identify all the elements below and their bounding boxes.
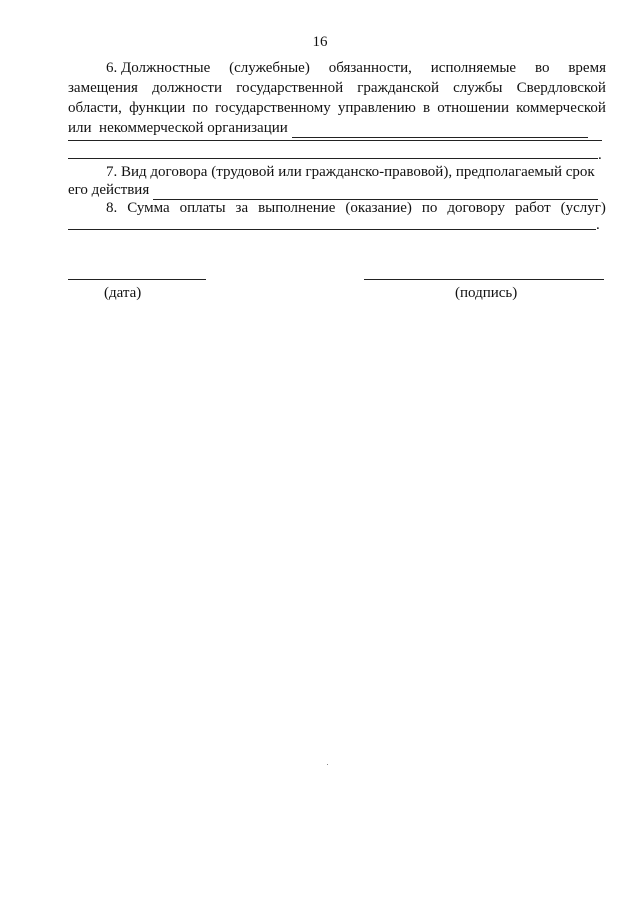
item6-word: по xyxy=(192,100,208,116)
item8-word: работ xyxy=(515,200,551,216)
item8-word: выполнение xyxy=(258,200,336,216)
date-caption: (дата) xyxy=(104,285,142,301)
item6-word: службы xyxy=(453,80,503,96)
item6-word: замещения xyxy=(68,80,138,96)
item6-word: исполняемые xyxy=(430,60,517,76)
item7-line2 xyxy=(68,180,598,200)
item6-blank-row-2[interactable] xyxy=(68,158,598,159)
item6-blank-row-1[interactable] xyxy=(68,140,602,141)
item8-word: оплаты xyxy=(179,200,226,216)
item6-word: отношении xyxy=(437,100,509,116)
item6-line2 xyxy=(68,78,606,98)
item6-word: должности xyxy=(152,80,223,96)
item6-organization-blank[interactable] xyxy=(292,123,588,138)
item6-word: управлению xyxy=(337,100,416,116)
item6-word: государственной xyxy=(236,80,344,96)
item6-word: 6. Должностные xyxy=(106,60,211,76)
signature-caption: (подпись) xyxy=(455,285,518,301)
item6-word: коммерческой xyxy=(516,100,606,116)
item6-word: гражданской xyxy=(357,80,439,96)
item7-line1: 7. Вид договора (трудовой или гражданско-правовой), предполагаемый срок xyxy=(106,164,595,180)
item8-word: (услуг) xyxy=(560,200,606,216)
item6-line1 xyxy=(106,58,606,78)
item6-end-mark: . xyxy=(598,147,602,163)
item8-end-mark: . xyxy=(596,217,600,233)
item8-word: за xyxy=(235,200,249,216)
item6-word: (служебные) xyxy=(229,60,310,76)
page-number: 16 xyxy=(312,34,328,50)
item6-word: функции xyxy=(129,100,186,116)
item6-word: Свердловской xyxy=(516,80,606,96)
item8-word: Сумма xyxy=(127,200,170,216)
item6-line3 xyxy=(68,98,606,118)
item6-organization-label: или некоммерческой организации xyxy=(68,120,288,136)
item7-term-label: его действия xyxy=(68,182,150,198)
item8-word: 8. xyxy=(106,200,118,216)
signature-line[interactable] xyxy=(364,279,604,280)
scan-speck xyxy=(327,764,328,765)
item6-word: государственному xyxy=(215,100,331,116)
item6-word: во xyxy=(534,60,550,76)
item6-word: в xyxy=(423,100,431,116)
item6-word: время xyxy=(568,60,606,76)
item6-line4 xyxy=(68,118,588,138)
item8-line1 xyxy=(106,198,606,218)
item6-word: обязанности, xyxy=(328,60,412,76)
item8-word: по xyxy=(421,200,438,216)
item6-word: области, xyxy=(68,100,122,116)
item8-blank-row[interactable] xyxy=(68,229,596,230)
item8-word: (оказание) xyxy=(345,200,412,216)
item8-word: договору xyxy=(447,200,506,216)
date-line[interactable] xyxy=(68,279,206,280)
